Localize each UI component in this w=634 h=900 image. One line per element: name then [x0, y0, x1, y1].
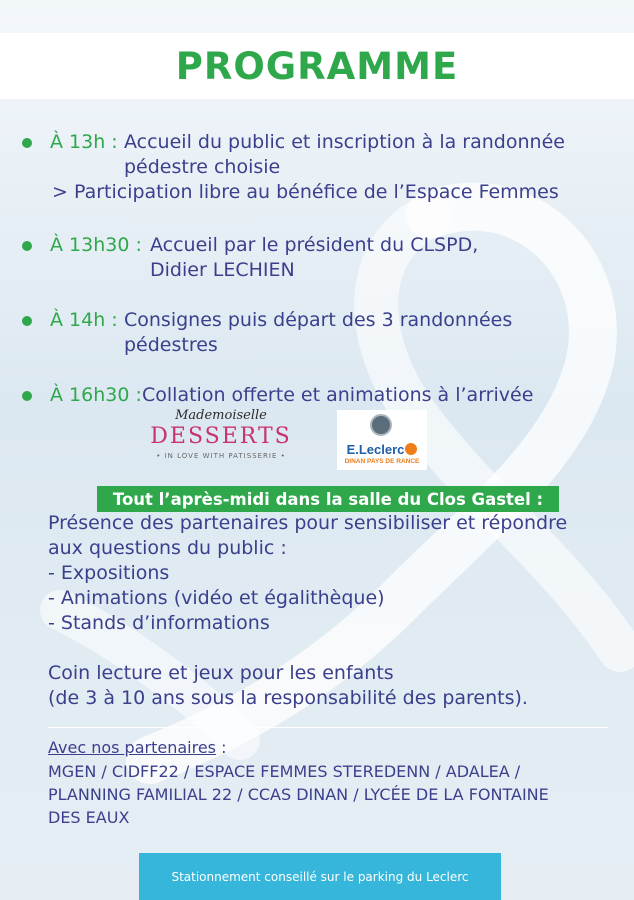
leclerc-name: E.Leclerc: [346, 442, 405, 457]
schedule-desc-line: Accueil du public et inscription à la randonnée: [124, 131, 565, 153]
kids-line: (de 3 à 10 ans sous la responsabilité des parents).: [48, 687, 528, 709]
schedule-item: [22, 130, 622, 205]
schedule-note: > Participation libre au bénéfice de l’Espace Femmes: [52, 181, 559, 203]
partners-title-suffix: :: [216, 738, 227, 757]
logo-tagline: • IN LOVE WITH PATISSERIE •: [156, 452, 286, 460]
schedule-desc-line: Didier LECHIEN: [150, 259, 295, 281]
schedule-time: À 13h :: [50, 131, 118, 153]
afternoon-line: aux questions du public :: [48, 537, 287, 559]
partners-title: [48, 738, 227, 758]
afternoon-line: Présence des partenaires pour sensibiliser et répondre: [48, 512, 568, 534]
schedule-time: À 14h :: [50, 309, 118, 331]
partners-line: MGEN / CIDFF22 / ESPACE FEMMES STEREDENN / ADALEA /: [48, 762, 521, 781]
header-band: [0, 33, 634, 99]
store-badge-icon: [370, 414, 392, 436]
afternoon-list-item: - Animations (vidéo et égalithèque): [48, 587, 385, 609]
parking-notice: Stationnement conseillé sur le parking du Leclerc: [139, 853, 501, 900]
schedule-item: [22, 233, 622, 283]
partners-line: DES EAUX: [48, 808, 130, 827]
bullet-icon: [22, 138, 32, 148]
partners-list: [48, 760, 608, 829]
partners-line: PLANNING FAMILIAL 22 / CCAS DINAN / LYCÉE DE LA FONTAINE: [48, 785, 549, 804]
bullet-icon: [22, 316, 32, 326]
afternoon-banner: Tout l’après-midi dans la salle du Clos Gastel :: [97, 486, 559, 512]
afternoon-list-item: - Expositions: [48, 562, 170, 584]
mademoiselle-desserts-logo: [140, 408, 302, 470]
schedule-item: [22, 308, 622, 358]
afternoon-list-item: - Stands d’informations: [48, 612, 270, 634]
schedule-desc-line: Consignes puis départ des 3 randonnées: [124, 309, 513, 331]
page-title: PROGRAMME: [175, 44, 459, 88]
leclerc-dot-icon: [405, 443, 417, 455]
leclerc-subtitle: DINAN PAYS DE RANCE: [344, 458, 420, 465]
partners-title-text: Avec nos partenaires: [48, 738, 217, 757]
schedule-item: [22, 383, 622, 408]
schedule-desc-line: pédestres: [124, 334, 218, 356]
divider: [48, 727, 608, 728]
kids-line: Coin lecture et jeux pour les enfants: [48, 662, 394, 684]
schedule-desc-line: Accueil par le président du CLSPD,: [150, 234, 479, 256]
schedule-desc-line: pédestre choisie: [124, 156, 281, 178]
schedule-time: À 13h30 :: [50, 234, 142, 256]
schedule-desc-line: Collation offerte et animations à l’arrivée: [142, 384, 534, 406]
leclerc-logo: [337, 410, 427, 470]
logo-brand-text: DESSERTS: [150, 424, 292, 449]
leclerc-name-wrap: [337, 442, 427, 457]
schedule-time: À 16h30 :: [50, 384, 142, 406]
bullet-icon: [22, 241, 32, 251]
bullet-icon: [22, 391, 32, 401]
logo-script-text: Mademoiselle: [175, 408, 267, 423]
